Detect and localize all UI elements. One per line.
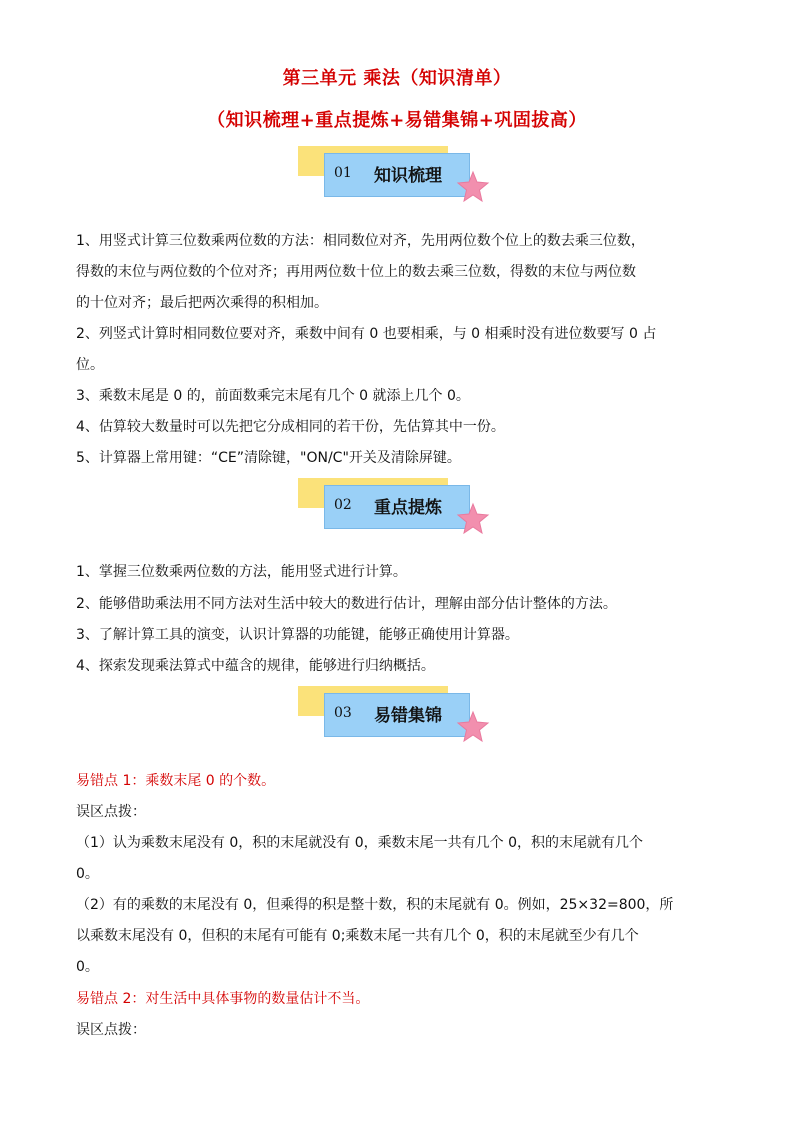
section-banner-keypoints [298, 478, 488, 540]
page-subtitle: （知识梳理+重点提炼+易错集锦+巩固拔高） [207, 110, 587, 131]
keypoint-line: 2、能够借助乘法用不同方法对生活中较大的数进行估计，理解由部分估计整体的方法。 [76, 596, 617, 612]
knowledge-line: 位。 [76, 357, 104, 373]
section-label: 重点提炼 [374, 498, 442, 518]
knowledge-line: 5、计算器上常用键：“CE”清除键，"ON/C"开关及清除屏键。 [76, 450, 461, 466]
misconception-label: 误区点拨： [76, 804, 146, 820]
knowledge-line: 2、列竖式计算时相同数位要对齐，乘数中间有 0 也要相乘，与 0 相乘时没有进位数要写 0 占 [76, 326, 657, 342]
star-icon [456, 710, 490, 744]
error-point-2-title: 易错点 2：对生活中具体事物的数量估计不当。 [76, 991, 370, 1007]
knowledge-line: 1、用竖式计算三位数乘两位数的方法：相同数位对齐，先用两位数个位上的数去乘三位数， [76, 233, 645, 249]
section-banner-knowledge [298, 146, 488, 208]
section-number: 03 [334, 705, 352, 721]
keypoint-line: 1、掌握三位数乘两位数的方法，能用竖式进行计算。 [76, 564, 407, 580]
error-point-1-title: 易错点 1：乘数末尾 0 的个数。 [76, 773, 276, 789]
knowledge-line: 3、乘数末尾是 0 的，前面数乘完末尾有几个 0 就添上几个 0。 [76, 388, 470, 404]
misconception-label: 误区点拨： [76, 1022, 146, 1038]
error-item-line: 0。 [76, 959, 99, 975]
keypoint-line: 3、了解计算工具的演变，认识计算器的功能键，能够正确使用计算器。 [76, 627, 519, 643]
star-icon [456, 170, 490, 204]
knowledge-line: 得数的末位与两位数的个位对齐；再用两位数十位上的数去乘三位数，得数的末位与两位数 [76, 264, 636, 280]
section-number: 01 [334, 165, 352, 181]
section-number: 02 [334, 497, 352, 513]
error-item-line: （1）认为乘数末尾没有 0，积的末尾就没有 0，乘数末尾一共有几个 0，积的末尾就有几个 [76, 835, 643, 851]
section-label: 知识梳理 [374, 166, 442, 186]
error-item-line: 以乘数末尾没有 0，但积的末尾有可能有 0;乘数末尾一共有几个 0，积的末尾就至少有几个 [76, 928, 639, 944]
star-icon [456, 502, 490, 536]
section-label: 易错集锦 [374, 706, 442, 726]
error-item-line: （2）有的乘数的末尾没有 0，但乘得的积是整十数，积的末尾就有 0。例如，25×32=800，所 [76, 897, 674, 913]
page-title: 第三单元 乘法（知识清单） [282, 68, 512, 89]
keypoint-line: 4、探索发现乘法算式中蕴含的规律，能够进行归纳概括。 [76, 658, 435, 674]
error-item-line: 0。 [76, 866, 99, 882]
knowledge-line: 4、估算较大数量时可以先把它分成相同的若干份，先估算其中一份。 [76, 419, 505, 435]
knowledge-line: 的十位对齐；最后把两次乘得的积相加。 [76, 295, 328, 311]
section-banner-errors [298, 686, 488, 748]
